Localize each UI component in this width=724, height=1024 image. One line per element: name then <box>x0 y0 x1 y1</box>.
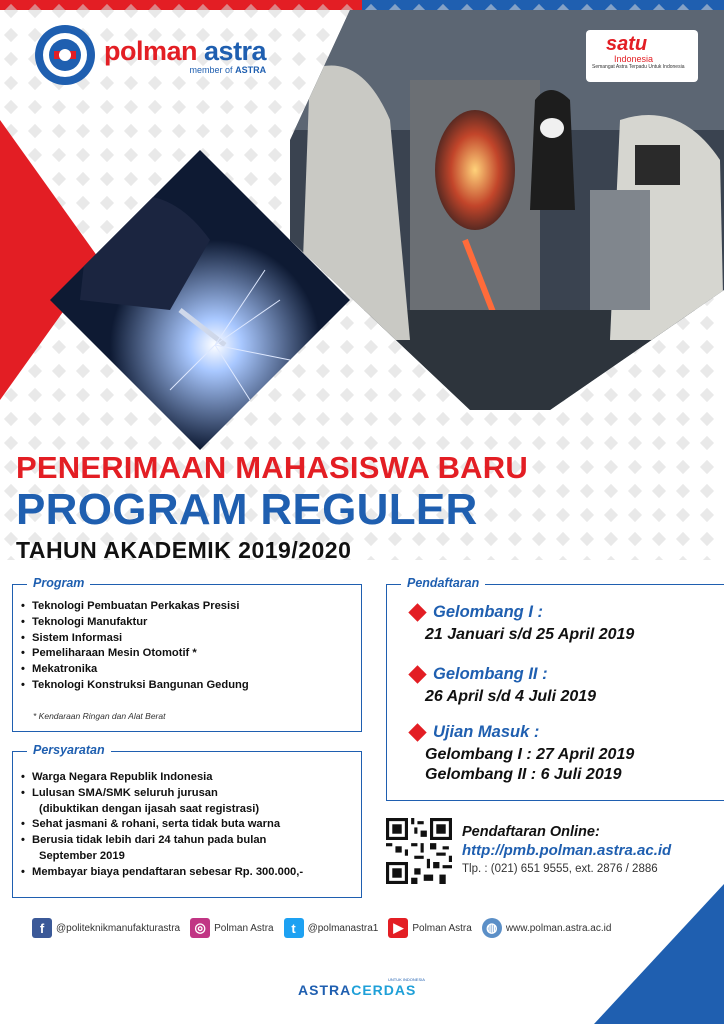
indonesia-text: Indonesia <box>614 54 654 64</box>
twitter-handle: @polmanastra1 <box>307 922 379 934</box>
headline-line1: PENERIMAAN MAHASISWA BARU <box>16 450 528 485</box>
pendaftaran-panel <box>386 576 724 801</box>
logo-wordmark: polman astra <box>104 35 267 66</box>
youtube-handle: Polman Astra <box>412 922 472 934</box>
qr-code-icon[interactable] <box>386 818 452 884</box>
facebook-link[interactable] <box>32 918 180 938</box>
wave-ujian-masuk <box>411 723 634 784</box>
program-list <box>21 599 355 694</box>
program-item: • Teknologi Manufaktur <box>21 615 355 631</box>
pendaftaran-title: Pendaftaran <box>401 576 485 590</box>
phone-text: Tlp. : (021) 651 9555, ext. 2876 / 2886 <box>462 863 658 875</box>
instagram-icon: ◎ <box>190 918 210 938</box>
wave-date: Gelombang I : 27 April 2019 <box>425 746 635 763</box>
wave-gelombang-1 <box>411 603 634 644</box>
online-title: Pendaftaran Online: <box>462 824 600 840</box>
red-diamond-icon <box>408 723 426 741</box>
persyaratan-list <box>21 770 355 881</box>
instagram-handle: Polman Astra <box>214 922 274 934</box>
youtube-link[interactable] <box>388 918 471 938</box>
satu-indonesia-logo <box>586 30 698 82</box>
website-url: www.polman.astra.ac.id <box>505 922 612 934</box>
persyaratan-item: • Warga Negara Republik Indonesia <box>21 770 355 786</box>
wave-date: 21 Januari s/d 25 April 2019 <box>425 626 635 643</box>
facebook-icon: f <box>32 918 52 938</box>
program-item: • Teknologi Pembuatan Perkakas Presisi <box>21 599 355 615</box>
red-diamond-icon <box>408 665 426 683</box>
social-links <box>32 918 672 938</box>
satu-text: satu <box>606 33 648 55</box>
program-item: • Teknologi Konstruksi Bangunan Gedung <box>21 678 355 694</box>
youtube-icon: ▶ <box>388 918 408 938</box>
program-note: * Kendaraan Ringan dan Alat Berat <box>33 711 166 721</box>
website-link[interactable] <box>482 918 612 938</box>
program-item: • Sistem Informasi <box>21 631 355 647</box>
twitter-icon: t <box>284 918 304 938</box>
globe-icon: ◍ <box>482 918 502 938</box>
program-item: • Mekatronika <box>21 662 355 678</box>
persyaratan-panel <box>12 743 362 898</box>
persyaratan-item: • Berusia tidak lebih dari 24 tahun pada bulan <box>21 833 355 849</box>
persyaratan-item: • Sehat jasmani & rohani, serta tidak buta warna <box>21 817 355 833</box>
polman-astra-logo <box>34 24 266 86</box>
wave-date: 26 April s/d 4 Juli 2019 <box>425 688 597 705</box>
headline-line2: PROGRAM REGULER <box>16 485 478 534</box>
wave-gelombang-2 <box>411 665 596 706</box>
red-diamond-icon <box>408 603 426 621</box>
wave-title: Ujian Masuk : <box>433 723 540 741</box>
persyaratan-item-continued: (dibuktikan dengan ijasah saat registrasi) <box>39 802 260 815</box>
headline-line3: TAHUN AKADEMIK 2019/2020 <box>16 537 352 563</box>
wave-title: Gelombang I : <box>433 603 544 621</box>
twitter-link[interactable] <box>284 918 379 938</box>
persyaratan-title: Persyaratan <box>27 743 111 757</box>
persyaratan-item-continued: September 2019 <box>39 849 125 862</box>
polman-seal-icon <box>34 24 96 86</box>
instagram-link[interactable] <box>190 918 273 938</box>
satu-tagline: Semangat Astra Terpadu Untuk Indonesia <box>592 64 685 70</box>
program-item: • Pemeliharaan Mesin Otomotif * <box>21 646 355 662</box>
wave-title: Gelombang II : <box>433 665 548 683</box>
persyaratan-item: • Lulusan SMA/SMK seluruh jurusan <box>21 786 355 802</box>
persyaratan-item: • Membayar biaya pendaftaran sebesar Rp. 300.000,- <box>21 865 355 881</box>
blue-corner-decor <box>594 884 724 1024</box>
program-title: Program <box>27 576 90 590</box>
welding-photo <box>50 150 350 450</box>
logo-member-text: member of ASTRA <box>189 64 267 75</box>
program-panel <box>12 576 362 732</box>
wave-date: Gelombang II : 6 Juli 2019 <box>425 766 622 783</box>
astra-cerdas-subtitle: UNTUK INDONESIA <box>388 977 425 982</box>
online-registration <box>462 824 671 875</box>
online-url-link[interactable]: http://pmb.polman.astra.ac.id <box>462 842 672 859</box>
facebook-handle: @politeknikmanufakturastra <box>56 922 181 934</box>
astra-cerdas-logo: ASTRACERDAS <box>298 982 417 998</box>
